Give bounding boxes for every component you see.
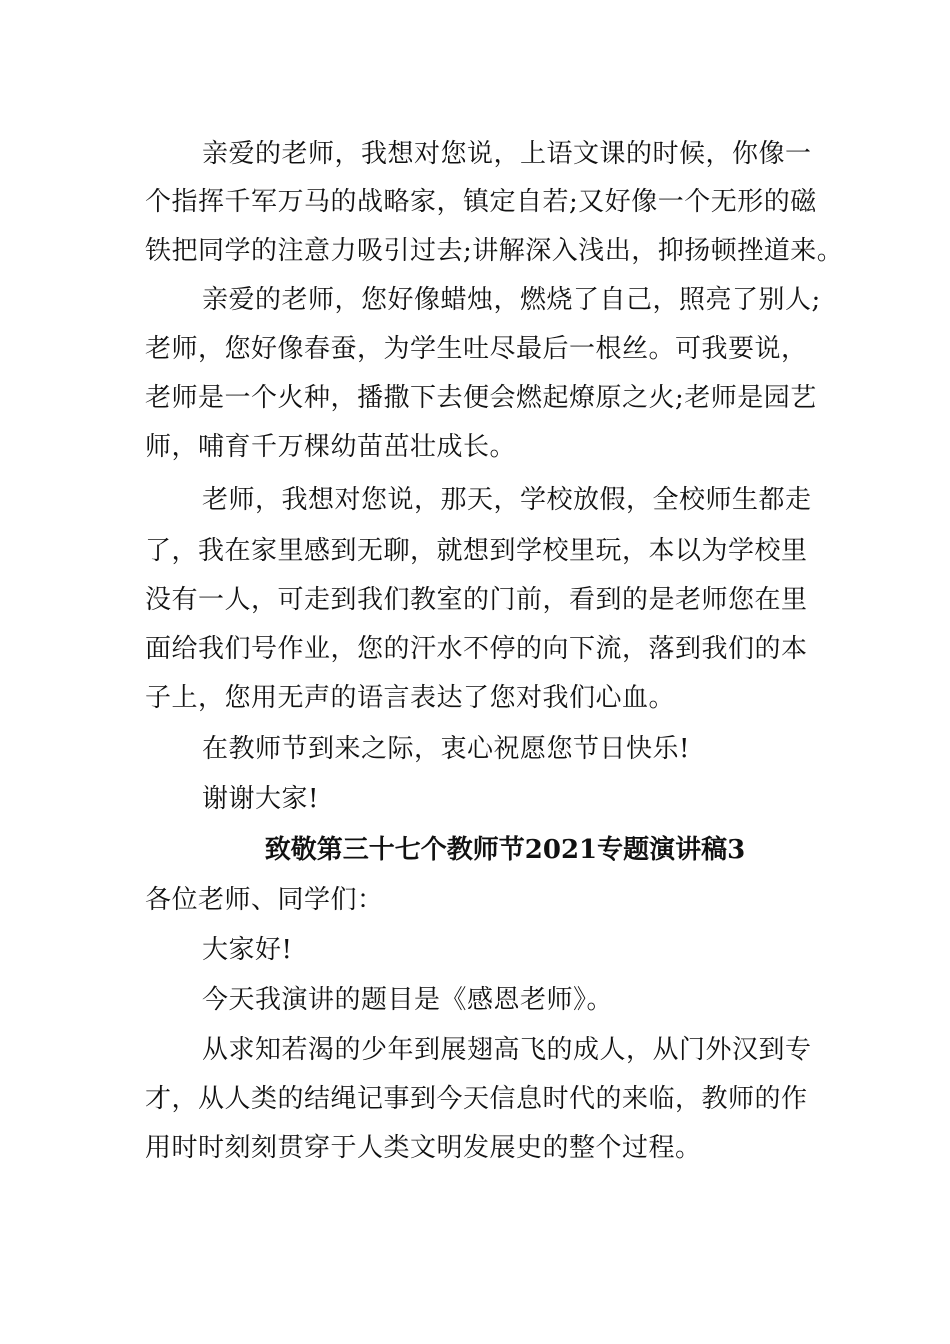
paragraph-1-line-3: 铁把同学的注意力吸引过去;讲解深入浅出，抑扬顿挫道来。 <box>145 236 844 266</box>
greeting: 各位老师、同学们： <box>145 885 384 915</box>
paragraph-5-line-1: 谢谢大家! <box>202 784 319 814</box>
paragraph-3-line-3: 没有一人，可走到我们教室的门前，看到的是老师您在里 <box>145 585 808 615</box>
speech-paragraph-3-line-1: 从求知若渴的少年到展翅高飞的成人，从门外汉到专 <box>202 1035 812 1065</box>
speech-paragraph-2-line-1: 今天我演讲的题目是《感恩老师》。 <box>202 985 614 1015</box>
speech-paragraph-3-line-2: 才，从人类的结绳记事到今天信息时代的来临，教师的作 <box>145 1084 808 1114</box>
paragraph-2-line-1: 亲爱的老师，您好像蜡烛，燃烧了自己，照亮了别人; <box>202 285 821 315</box>
paragraph-4-line-1: 在教师节到来之际，衷心祝愿您节日快乐! <box>202 734 690 764</box>
paragraph-3-line-2: 了，我在家里感到无聊，就想到学校里玩，本以为学校里 <box>145 536 808 566</box>
speech-paragraph-1-line-1: 大家好! <box>202 935 293 965</box>
paragraph-1-line-2: 个指挥千军万马的战略家，镇定自若;又好像一个无形的磁 <box>145 187 817 217</box>
section-title: 致敬第三十七个教师节2021专题演讲稿3 <box>264 835 746 865</box>
paragraph-3-line-4: 面给我们号作业，您的汗水不停的向下流，落到我们的本 <box>145 634 808 664</box>
paragraph-2-line-3: 老师是一个火种，播撒下去便会燃起燎原之火;老师是园艺 <box>145 383 817 413</box>
paragraph-2-line-4: 师，哺育千万棵幼苗茁壮成长。 <box>145 432 517 462</box>
paragraph-1-line-1: 亲爱的老师，我想对您说，上语文课的时候，你像一 <box>202 139 812 169</box>
paragraph-3-line-1: 老师，我想对您说，那天，学校放假，全校师生都走 <box>202 485 812 515</box>
paragraph-2-line-2: 老师，您好像春蚕，为学生吐尽最后一根丝。可我要说， <box>145 334 808 364</box>
speech-paragraph-3-line-3: 用时时刻刻贯穿于人类文明发展史的整个过程。 <box>145 1133 702 1163</box>
paragraph-3-line-5: 子上，您用无声的语言表达了您对我们心血。 <box>145 683 676 713</box>
